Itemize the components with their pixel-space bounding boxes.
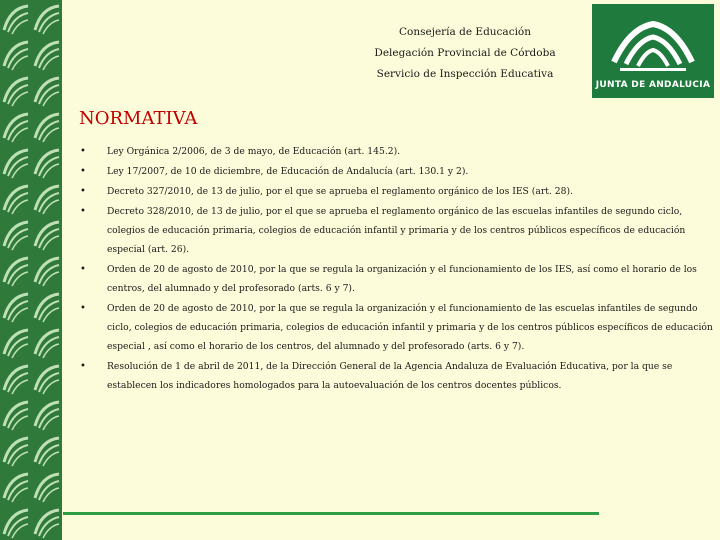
list-item bbox=[80, 202, 714, 259]
header-line-1: Consejería de Educación bbox=[398, 26, 532, 38]
footer-divider bbox=[63, 512, 599, 515]
logo-text: JUNTA DE ANDALUCIA bbox=[595, 80, 711, 90]
bullet-glyph: • bbox=[80, 206, 86, 217]
page-title: NORMATIVA bbox=[79, 108, 198, 129]
decorative-side-strip bbox=[0, 0, 62, 540]
list-item bbox=[80, 299, 714, 356]
bullet-glyph: • bbox=[80, 166, 86, 177]
bullet-glyph: • bbox=[80, 264, 86, 275]
bullet-glyph: • bbox=[80, 361, 86, 372]
junta-de-andalucia-logo bbox=[592, 4, 714, 98]
list-item-text: Decreto 328/2010, de 13 de julio, por el que se aprueba el reglamento orgánico de las escuelas infantiles de segundo ciclo, colegios de educación primaria, colegios de educación infantil y primaria y de los centros públicos específicos de educación especial (art. 26). bbox=[107, 206, 686, 255]
list-item-text: Orden de 20 de agosto de 2010, por la que se regula la organización y el funcionamiento de los IES, así como el horario de los centros, del alumnado y del profesorado (arts. 6 y 7). bbox=[107, 264, 697, 294]
institution-header bbox=[340, 22, 590, 85]
list-item bbox=[80, 142, 714, 161]
header-line-3: Servicio de Inspección Educativa bbox=[376, 68, 554, 80]
bullet-glyph: • bbox=[80, 146, 86, 157]
bullet-glyph: • bbox=[80, 186, 86, 197]
list-item bbox=[80, 182, 714, 201]
list-item bbox=[80, 357, 714, 395]
list-item bbox=[80, 162, 714, 181]
bullet-glyph: • bbox=[80, 303, 86, 314]
list-item-text: Resolución de 1 de abril de 2011, de la Dirección General de la Agencia Andaluza de Evaluación Educativa, por la que se establecen los indicadores homologados para la autoevaluación de los centros docentes públicos. bbox=[107, 361, 673, 391]
arc-pattern bbox=[0, 0, 62, 540]
list-item-text: Decreto 327/2010, de 13 de julio, por el que se aprueba el reglamento orgánico de los IES (art. 28). bbox=[107, 186, 573, 197]
list-item bbox=[80, 260, 714, 298]
header-line-2: Delegación Provincial de Córdoba bbox=[374, 47, 556, 59]
normativa-list bbox=[80, 142, 714, 396]
list-item-text: Orden de 20 de agosto de 2010, por la que se regula la organización y el funcionamiento de las escuelas infantiles de segundo ciclo, colegios de educación primaria, colegios de educación infantil y primaria y de los centros públicos específicos de educación especial , así como el horario de los centros, del alumnado y del profesorado (arts. 6 y 7). bbox=[107, 303, 713, 352]
list-item-text: Ley Orgánica 2/2006, de 3 de mayo, de Educación (art. 145.2). bbox=[107, 146, 401, 157]
list-item-text: Ley 17/2007, de 10 de diciembre, de Educación de Andalucía (art. 130.1 y 2). bbox=[107, 166, 469, 177]
